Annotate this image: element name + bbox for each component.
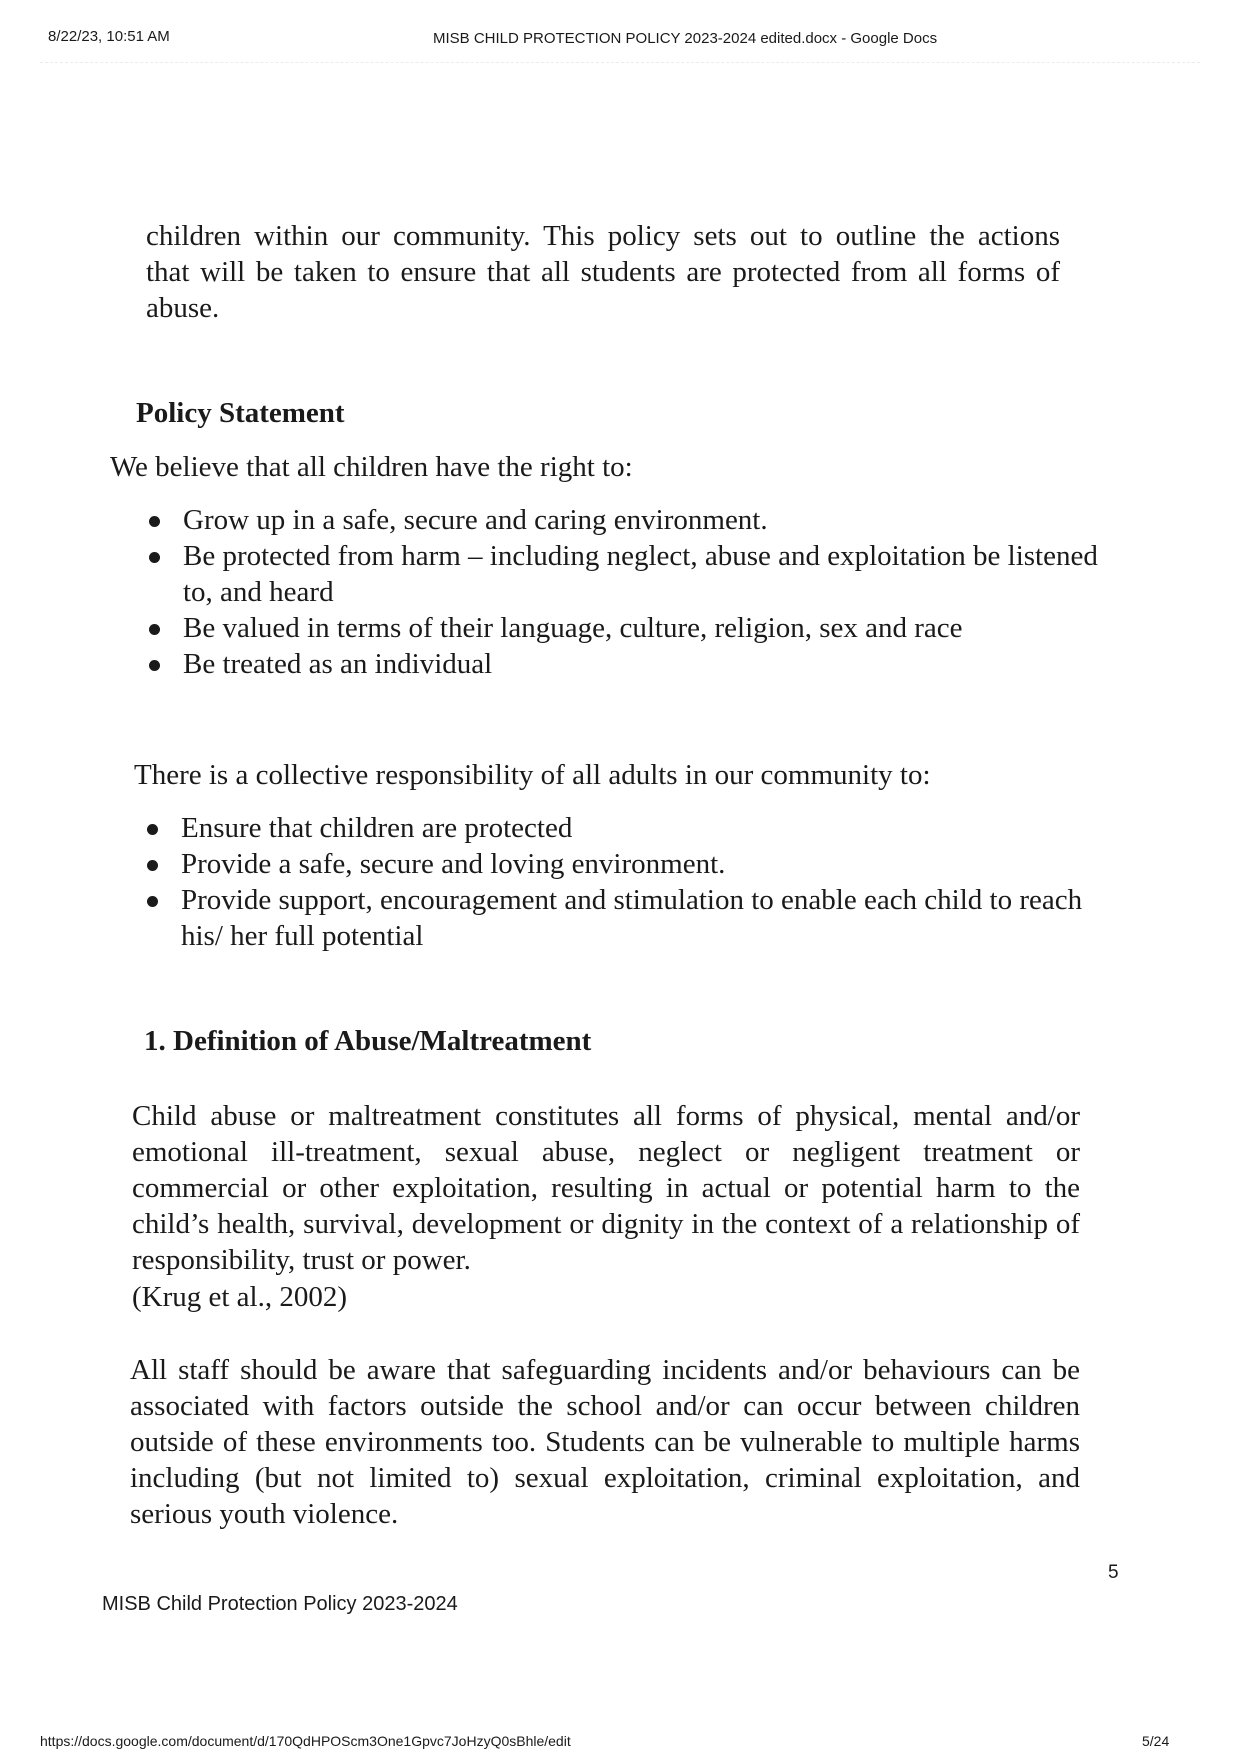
page-number: 5 [1108, 1562, 1119, 1583]
list-item [181, 882, 1121, 954]
rights-list [183, 502, 1103, 682]
print-url: https://docs.google.com/document/d/170QdHPOScm3One1Gpvc7JoHzyQ0sBhle/edit [40, 1733, 571, 1749]
collective-lead-text: There is a collective responsibility of all adults in our community to: [134, 759, 931, 791]
list-item [183, 538, 1103, 610]
list-item-text: Ensure that children are protected [181, 812, 573, 844]
document-footer: MISB Child Protection Policy 2023-2024 [102, 1593, 458, 1615]
list-item [183, 610, 1103, 646]
staff-awareness-paragraph: All staff should be aware that safeguarding incidents and/or behaviours can be associated with factors outside the school and/or can occur between children outside of these environments too. Students can be vulnerable to multiple harms including (but not limited to) sexual exploitation, criminal exploitation, and serious youth violence. [130, 1354, 1080, 1530]
definition-heading: 1. Definition of Abuse/Maltreatment [144, 1025, 592, 1057]
bullet-icon [147, 824, 158, 835]
list-item-text: Provide support, encouragement and stimulation to enable each child to reach his/ her full potential [181, 884, 1083, 952]
bullet-icon [147, 896, 158, 907]
print-datetime: 8/22/23, 10:51 AM [48, 28, 170, 45]
rights-lead-text: We believe that all children have the right to: [110, 451, 633, 483]
list-item [183, 502, 1103, 538]
definition-paragraph: Child abuse or maltreatment constitutes all forms of physical, mental and/or emotional ill-treatment, sexual abuse, neglect or negligent treatment or commercial or other exploitation, resulting in actual or potential harm to the child’s health, survival, development or dignity in the context of a relationship of responsibility, trust or power. [132, 1100, 1080, 1276]
bullet-icon [149, 552, 160, 563]
list-item-text: Be valued in terms of their language, culture, religion, sex and race [183, 612, 963, 644]
print-page-count: 5/24 [1142, 1733, 1170, 1749]
bullet-icon [149, 624, 160, 635]
list-item-text: Be protected from harm – including neglect, abuse and exploitation be listened to, and heard [183, 540, 1098, 608]
list-item-text: Grow up in a safe, secure and caring environment. [183, 504, 768, 536]
responsibility-list [181, 810, 1121, 954]
list-item-text: Provide a safe, secure and loving environment. [181, 848, 726, 880]
citation: (Krug et al., 2002) [132, 1281, 348, 1313]
list-item [183, 646, 1103, 682]
print-document-title: MISB CHILD PROTECTION POLICY 2023-2024 edited.docx - Google Docs [433, 30, 938, 47]
bullet-icon [149, 516, 160, 527]
list-item-text: Be treated as an individual [183, 648, 493, 680]
policy-statement-heading: Policy Statement [136, 397, 345, 429]
bullet-icon [147, 860, 158, 871]
header-divider [40, 62, 1200, 63]
bullet-icon [149, 660, 160, 671]
print-header [0, 28, 1238, 52]
intro-paragraph: children within our community. This policy sets out to outline the actions that will be taken to ensure that all students are protected from all forms of abuse. [146, 220, 1060, 324]
list-item [181, 810, 1121, 846]
list-item [181, 846, 1121, 882]
